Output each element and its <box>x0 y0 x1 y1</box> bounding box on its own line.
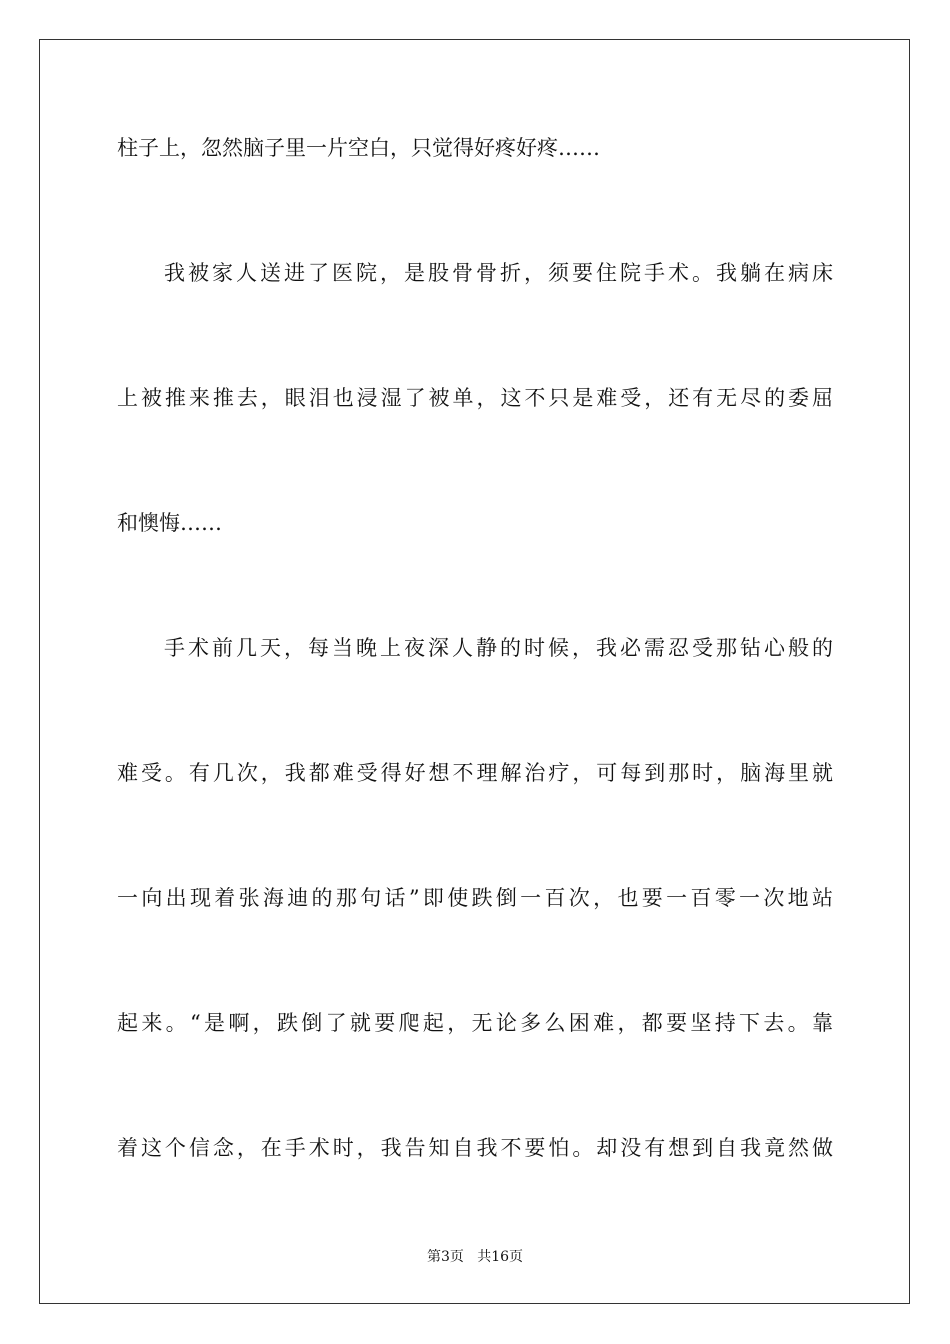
body-text-line: 着这个信念，在手术时，我告知自我不要怕。却没有想到自我竟然做 <box>117 1136 833 1160</box>
body-text-line: 一向出现着张海迪的那句话”即使跌倒一百次，也要一百零一次地站 <box>117 886 833 910</box>
page-number-footer: 第3页 共16页 <box>426 1249 524 1265</box>
page-border <box>39 39 910 1304</box>
body-text-line: 手术前几天，每当晚上夜深人静的时候，我必需忍受那钻心般的 <box>164 636 833 660</box>
body-text-line: 柱子上，忽然脑子里一片空白，只觉得好疼好疼…… <box>117 136 600 160</box>
body-text-line: 和懊悔…… <box>117 511 222 535</box>
body-text-line: 上被推来推去，眼泪也浸湿了被单，这不只是难受，还有无尽的委屈 <box>117 386 833 410</box>
body-text-line: 我被家人送进了医院，是股骨骨折，须要住院手术。我躺在病床 <box>164 261 833 285</box>
body-text-line: 难受。有几次，我都难受得好想不理解治疗，可每到那时，脑海里就 <box>117 761 833 785</box>
body-text-line: 起来。“是啊，跌倒了就要爬起，无论多么困难，都要坚持下去。靠 <box>117 1011 833 1035</box>
